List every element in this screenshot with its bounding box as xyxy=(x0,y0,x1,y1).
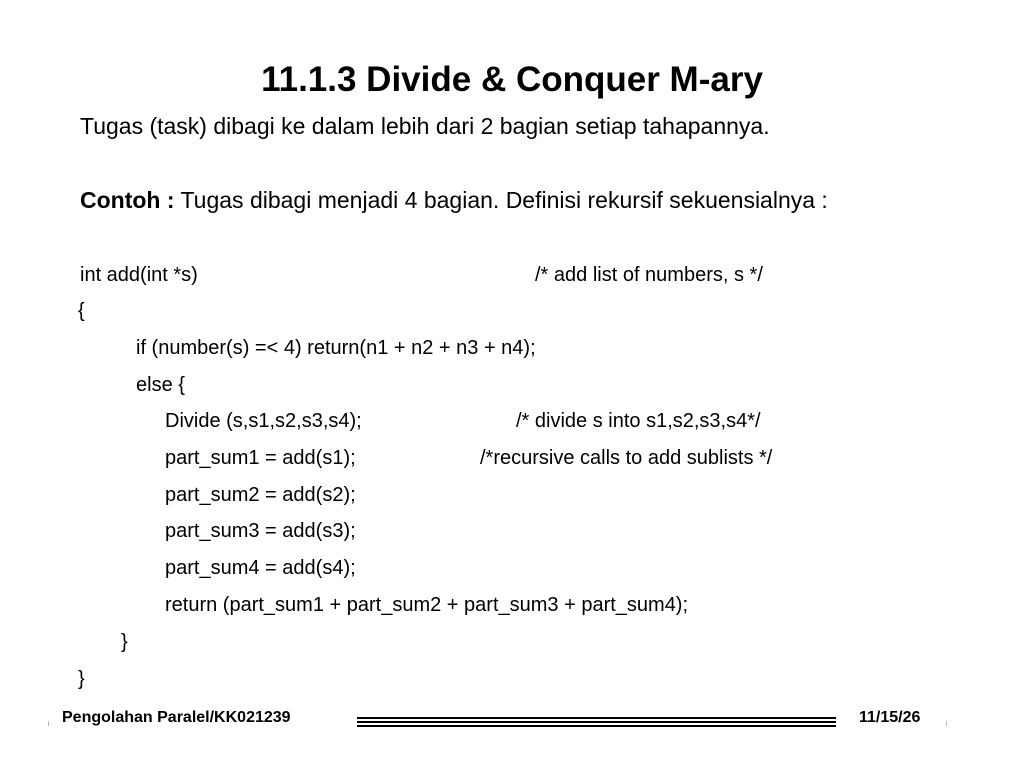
code-line-1: int add(int *s) xyxy=(80,264,198,286)
example-label: Contoh : xyxy=(80,187,175,213)
intro-paragraph: Tugas (task) dibagi ke dalam lebih dari 2 bagian setiap tahapannya. xyxy=(80,113,770,139)
code-comment-6: /*recursive calls to add sublists */ xyxy=(480,447,773,469)
slide-title: 11.1.3 Divide & Conquer M-ary xyxy=(261,60,763,99)
code-line-3: if (number(s) =< 4) return(n1 + n2 + n3 + n4); xyxy=(136,337,536,359)
example-text: Tugas dibagi menjadi 4 bagian. Definisi rekursif sekuensialnya : xyxy=(174,187,828,213)
code-line-5: Divide (s,s1,s2,s3,s4); xyxy=(165,410,362,432)
footer-left-mark xyxy=(48,721,50,726)
code-line-12: } xyxy=(78,668,85,690)
code-line-2: { xyxy=(78,300,85,322)
example-paragraph xyxy=(80,184,928,217)
footer-right-mark xyxy=(946,721,948,726)
code-line-7: part_sum2 = add(s2); xyxy=(165,484,356,506)
footer-rule-bottom xyxy=(357,725,836,727)
footer-page: 11/15/26 xyxy=(859,709,921,726)
code-comment-1: /* add list of numbers, s */ xyxy=(535,264,763,286)
code-line-8: part_sum3 = add(s3); xyxy=(165,520,356,542)
footer-rule-middle xyxy=(357,721,836,723)
footer-rule-top xyxy=(357,717,836,719)
code-line-11: } xyxy=(121,631,128,653)
code-comment-5: /* divide s into s1,s2,s3,s4*/ xyxy=(516,410,761,432)
code-line-10: return (part_sum1 + part_sum2 + part_sum3 + part_sum4); xyxy=(165,594,689,616)
footer-course: Pengolahan Paralel/KK021239 xyxy=(62,709,291,726)
code-line-9: part_sum4 = add(s4); xyxy=(165,557,356,579)
code-line-4: else { xyxy=(136,374,185,396)
code-line-6: part_sum1 = add(s1); xyxy=(165,447,356,469)
